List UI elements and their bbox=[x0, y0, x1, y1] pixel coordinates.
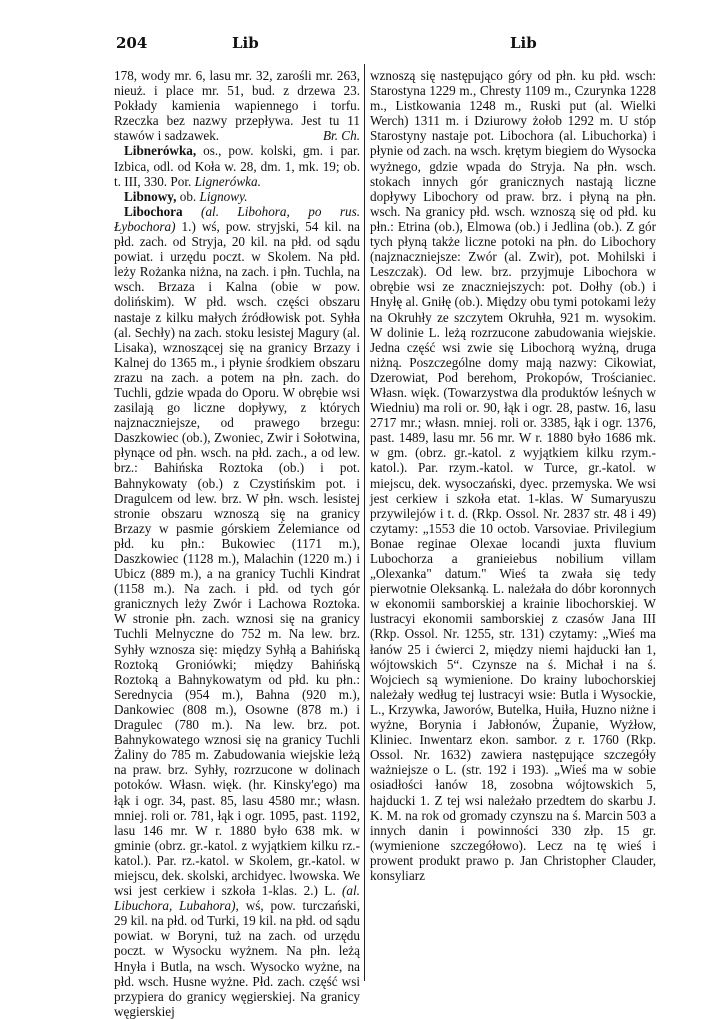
entry-text: os., pow. kolski, gm. i par. Izbica, odl. od Koła w. 28, dm. 1, mk. 19; ob. t. III, 330. Por. bbox=[114, 143, 360, 189]
cross-reference: Lignowy. bbox=[199, 188, 248, 204]
running-head-right: Lib bbox=[510, 34, 537, 52]
entry-term: Libnerówka, bbox=[124, 143, 197, 159]
cross-reference: Lignerówka. bbox=[194, 173, 261, 189]
entry-continuation: wznoszą się następująco góry od płn. ku płd. wsch: Starostyna 1229 m., Chresty 1109 m., Czurynka 1228 m., Listkowania 1248 m., Ruski put (al. Wielki Werch) 1311 m. i Dziurowy żołob 1292 m. U stóp Starostyny nastaje pot. Libochora (al. Libuchorka) i płynie od zach. na wsch. krętym biegiem do Wysocka wyżnego, gdzie wpada do Stryja. Na płn. wsch. stokach innych gór granicznych nastają liczne dopływy Libochory od praw. brz. i płyną na płn. wsch. Na granicy płd. wsch. wznoszą się od płd. ku płn.: Etrina (ob.), Elmowa (ob.) i Jedlina (ob.). Z gór tych płyną także liczne potoki na płn. do Libochory (najznaczniejsze: Zwór (al. Zwir), pot. Mohilski i Leszczak). Od lew. brz. przyjmuje Libochora w obrębie wsi ze znaczniejszych: pot. Dołhy (ob.) i Hnyłę al. Gniłę (ob.). Między obu tymi potokami leży na Okruhły ze szczytem Okruhła, 921 m. wysokim. W dolinie L. leżą rozrzucone zabudowania wiejskie. Jedna część wsi zwie się Libochorą wyżną, druga niżną. Poszczególne domy mają nazwy: Cikowiat, Dzerowiat, Pod berehom, Prokopów, Trościaniec. Własn. więk. (Towarzystwa dla produktów leśnych w Wiedniu) ma roli or. 90, łąk i ogr. 28, pastw. 16, lasu 2717 mr.; własn. mniej. roli or. 3385, łąk i ogr. 1376, past. 1489, lasu mr. 56 mr. W r. 1880 było 1686 mk. w gm. (obrz. gr.-katol. z wyjątkiem kilku rzym.-katol.). Par. rzym.-katol. w Turce, gr.-katol. w miejscu, dek. wysoczański, dyec. przemyska. We wsi jest cerkiew i szkoła etat. 1-klas. W Sumaryuszu przywilejów i t. d. (Rkp. Ossol. Nr. 2837 str. 48 i 49) czytamy: „1553 die 10 octob. Varsoviae. Privilegium Bonae reginae Olexae locandi juxta fluvium Lubochorza a granieiebus nobilium villam „Olexanka" datum." Wieś ta zwała się tedy pierwotnie Oleksanką. L. należała do dóbr koronnych w ekonomii samborskiej a krainie libochorskiej. W lustracyi ekonomii samborskiej z czasów Jana III (Rkp. Ossol. Nr. 1255, str. 131) czytamy: „Wieś ma łanów 25 i ćwierci 2, między niemi hajducki łan 1, wójtowskich 5“. Czynsze na ś. Michał i na ś. Wojciech są wymienione. Do krainy lubochorskiej należały według tej lustracyi wsie: Butla i Wysockie, L., Krzywka, Jaworów, Butelka, Huiła, Huzno niżne i wyżne, Borynia i Jabłonów, Żupanie, Wyżłow, Kliniec. Inwentarz ekon. sambor. z r. 1760 (Rkp. Ossol. Nr. 1632) zawiera następujące szczegóły ważniejsze o L. (str. 192 i 193). „Wieś ma w sobie osiadłości łanów 18, zosobna wójtowskich 5, hajducki 1. Z tej wsi należało przedtem do skarbu J. K. M. na rok od gromady czynszu na ś. Marcin 503 a innych danin i powinności 330 złp. 15 gr. (wymienione szczegółowo). Lecz na tę wieś i prowent produkt prawo p. Jan Christopher Clauder, konsyliarz bbox=[370, 68, 656, 883]
entry-continuation bbox=[114, 68, 360, 143]
left-column bbox=[114, 68, 360, 1019]
entry-text: ob. bbox=[176, 188, 197, 204]
author-signature: Br. Ch. bbox=[322, 128, 360, 144]
alternate-names: (al. Libohora, po rus. Łybochora) bbox=[114, 203, 360, 234]
entry-libochora bbox=[114, 204, 360, 1019]
entry-text: 178, wody mr. 6, lasu mr. 32, zarośli mr. 263, nieuż. i place mr. 51, bud. z drzewa 23. Pokłady kamienia wapiennego i torfu. Rzeczka bez nazwy przepływa. Jest tu 11 stawów i sadzawek. bbox=[114, 68, 360, 144]
entry-term: Libochora bbox=[124, 203, 183, 219]
entry-libnerowka bbox=[114, 143, 360, 188]
entry-term: Libnowy, bbox=[124, 188, 177, 204]
column-divider bbox=[364, 64, 365, 981]
running-head-left: Lib bbox=[232, 34, 259, 52]
right-column bbox=[370, 68, 656, 978]
entry-text: wś, pow. turczański, 29 kil. na płd. od Turki, 19 kil. na płd. od sądu powiat. w Boryni, tuż na zach. od urzędu poczt. w Wysocku wyżnem. Na płn. leżą Hnyła i Butla, na wsch. Wysocko wyżne, na płd. wsch. Husne wyżne. Płd. zach. część wsi przypiera do granicy węgierskiej. Na granicy węgierskiej bbox=[114, 898, 360, 1019]
alternate-names: (al. Libuchora, Lubahora), bbox=[114, 883, 360, 914]
page-number: 204 bbox=[116, 34, 148, 52]
entry-libnowy bbox=[114, 189, 360, 204]
entry-text: 1.) wś, pow. stryjski, 54 kil. na płd. zach. od Stryja, 20 kil. na płd. od sądu powiat. i urzędu poczt. w Skolem. Na płd. leży Rożanka niżna, na zach. i płn. Tuchla, na wsch. Brzaza i Kalna (obie w pow. dolińskim). W płd. wsch. części obszaru nastaje z kilku małych źródłowisk pot. Syhła (al. Sechły) na zach. stoku lesistej Magury (al. Lisaka), wznoszącej się na granicy Brzazy i Kalnej do 1365 m., i płynie środkiem obszaru zrazu na zach. a potem na płn. zach. do Tuchli, gdzie wpada do Oporu. W obrębie wsi zasilają go liczne dopływy, z których najznaczniejsze, od prawego brzegu: Daszkowiec (ob.), Zwoniec, Zwir i Sołotwina, płynące od płn. wsch. na płd. zach., a od lew. brz.: Bahińska Roztoka (ob.) i pot. Bahnykowaty (ob.) z Czystińskim pot. i Dragulcem od lew. brz. W płn. wsch. lesistej stronie obszaru wznoszą się na granicy Brzazy w pasmie górskiem Żelemiance od płd. ku płn.: Bukowiec (1171 m.), Daszkowiec (1128 m.), Malachin (1220 m.) i Ubicz (889 m.), a na granicy Tuchli Kindrat (1158 m.). Na zach. i płd. od tych gór granicznych leży Zwór i Lachowa Roztoka. W stronie płn. zach. wznosi się na granicy Tuchli Melnyczne do 752 m. Na lew. brz. Syhły wznosza się: między Syhłą a Bahińską Roztoką Groniówki; między Bahińską Roztoką a Bahnykowatym od płd. ku płn.: Serednycia (954 m.), Bahna (920 m.), Dankowiec (808 m.), Osowne (878 m.) i Dragulec (780 m.). Na lew. brz. pot. Bahnykowatego wznosi się na granicy Tuchli Żaliny do 785 m. Zabudowania wiejskie leżą na praw. brz. Syhły, rozrzucone w dolinach potoków. Własn. więk. (hr. Kinsky'ego) ma łąk i ogr. 34, past. 85, lasu 4580 mr.; własn. mniej. roli or. 781, łąk i ogr. 1095, past. 1192, lasu 146 mr. W r. 1880 było 638 mk. w gminie (obrz. gr.-katol. z wyjątkiem kilku rz.-katol.). Par. rz.-katol. w Skolem, gr.-katol. w miejscu, dek. skolski, archidyec. lwowska. We wsi jest cerkiew i szkoła 1-klas. 2.) L. bbox=[114, 218, 360, 899]
